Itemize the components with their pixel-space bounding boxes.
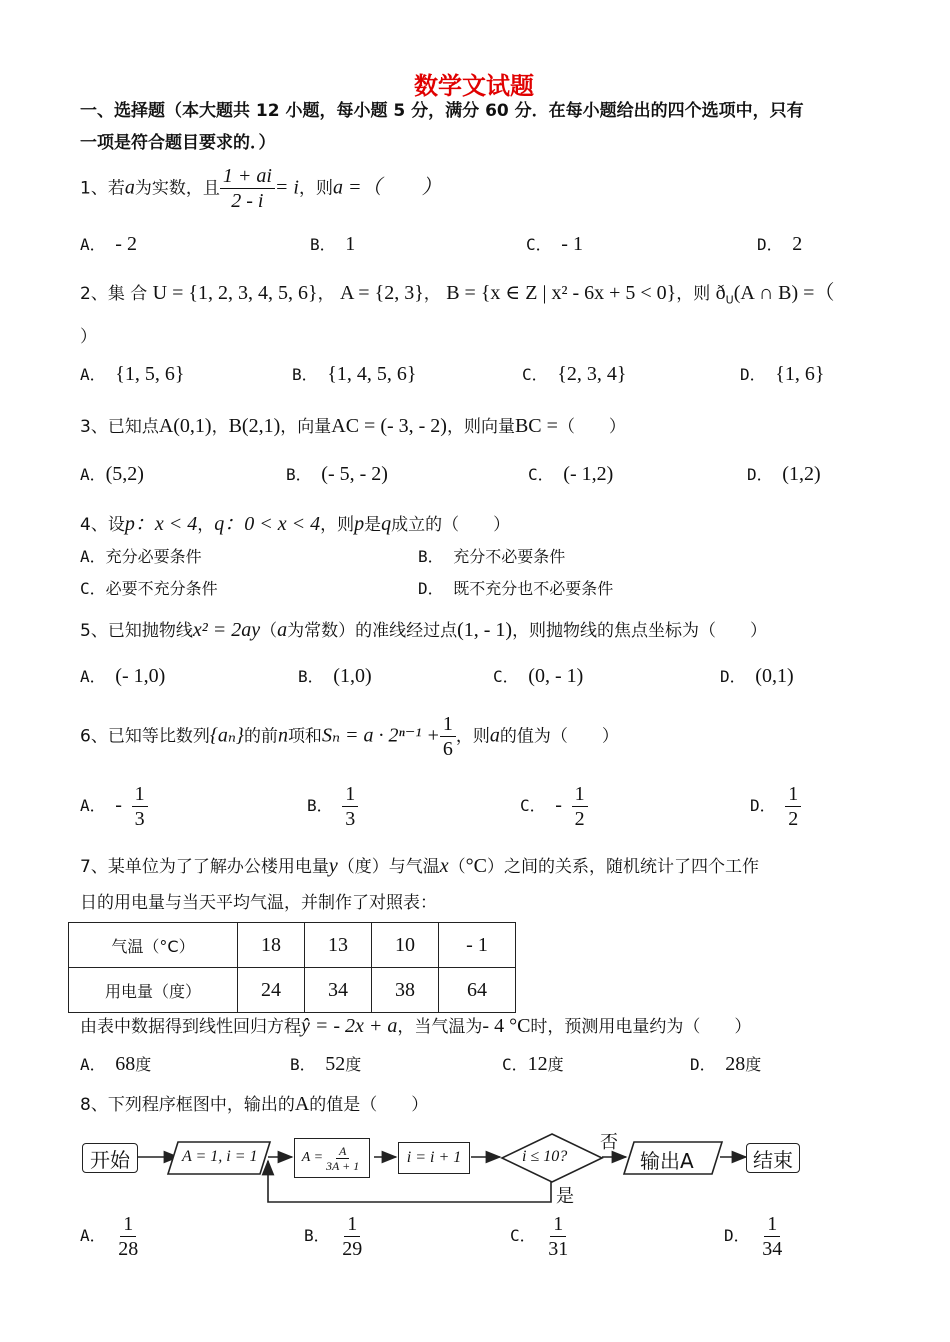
q7-option-c[interactable]: C．12度 xyxy=(502,1053,564,1075)
table-cell: 气温（°C） xyxy=(69,923,238,968)
q4-prop-q: q：0 < x < 4 xyxy=(214,513,321,535)
flow-increment: i = i + 1 xyxy=(398,1142,470,1174)
flow-assign: A = $\frac{A}{3A + 1}$ xyxy=(294,1138,370,1178)
q6-sequence: {aₙ} xyxy=(209,724,244,747)
q3-option-a[interactable]: A．(5,2) xyxy=(80,463,144,485)
table-cell: 24 xyxy=(238,968,305,1013)
q4-var-q: q xyxy=(381,513,392,535)
q1-fraction xyxy=(220,164,275,213)
table-cell: 34 xyxy=(305,968,372,1013)
q2-complement: ð xyxy=(715,282,726,304)
q6-option-d[interactable]: D． $\frac{1}{2}$ xyxy=(750,782,801,831)
flow-init: A = 1, i = 1 xyxy=(182,1148,258,1165)
q4-text: 4、设 xyxy=(80,515,125,535)
flow-condition: i ≤ 10? xyxy=(522,1148,568,1165)
q2-text: 2、集 合 xyxy=(80,284,148,304)
q2-expr: (A ∩ B) =（ xyxy=(733,282,835,304)
q5-equation: x² = 2ay xyxy=(192,619,261,641)
table-cell: 用电量（度） xyxy=(69,968,238,1013)
q6-text: 的前 xyxy=(243,726,278,747)
q6-text: 项和 xyxy=(287,726,322,747)
q4-prop-p: p：x < 4 xyxy=(124,513,198,535)
q1-option-a[interactable]: A． - 2 xyxy=(80,233,137,255)
q2-text: ，则 xyxy=(676,284,711,304)
q8-option-c[interactable]: C． $\frac{1}{31}$ xyxy=(510,1213,569,1260)
q5-option-c[interactable]: C． (0, - 1) xyxy=(493,665,584,687)
q1-frac-den: 2 - i xyxy=(231,190,264,212)
q2-sep: ， xyxy=(423,284,441,304)
table-cell: 13 xyxy=(305,923,372,968)
q3-paren: （ ） xyxy=(557,417,626,437)
q1-text: ，则 xyxy=(298,178,333,199)
flow-no-label: 否 xyxy=(600,1132,618,1153)
question-7-line2: 日的用电量与当天平均气温，并制作了对照表： xyxy=(80,893,437,913)
q2-set-u: U = {1, 2, 3, 4, 5, 6} xyxy=(152,282,318,304)
q2-sep: ， xyxy=(317,284,335,304)
q7-option-d[interactable]: D． 28度 xyxy=(690,1053,762,1075)
q4-text: ，则 xyxy=(320,515,355,535)
q3-point-a: A(0,1) xyxy=(158,415,212,437)
question-7: 7、某单位为了了解办公楼用电量y（度）与气温x（°C）之间的关系，随机统计了四个工作 xyxy=(80,855,759,877)
q5-var-a: a xyxy=(277,619,288,641)
q1-eq: = i xyxy=(274,176,299,199)
q6-sum-formula: Sₙ = a · 2ⁿ⁻¹ + xyxy=(321,724,440,747)
q2-option-b[interactable]: B． {1, 4, 5, 6} xyxy=(292,363,417,385)
q1-option-d[interactable]: D． 2 xyxy=(757,233,803,255)
q6-fraction: $\frac{1}{6}$ xyxy=(440,712,456,761)
q6-text: 的值为（ ） xyxy=(499,726,619,747)
q2-option-a[interactable]: A． {1, 5, 6} xyxy=(80,363,185,385)
q1-text: 1、若 xyxy=(80,178,125,199)
q3-vector-ac: AC = (- 3, - 2) xyxy=(331,415,447,437)
q4-text: 是 xyxy=(364,515,382,535)
q3-point-b: B(2,1) xyxy=(228,415,281,437)
q3-option-b[interactable]: B． (- 5, - 2) xyxy=(286,463,388,485)
q3-text: ，向量 xyxy=(280,417,332,437)
flow-end: 结束 xyxy=(746,1143,800,1173)
question-6 xyxy=(80,712,619,761)
q4-text: 成立的（ ） xyxy=(391,515,511,535)
q1-frac-num: 1 + ai xyxy=(220,164,275,189)
flow-start: 开始 xyxy=(82,1143,138,1173)
q2-set-b: B = {x ∈ Z | x² - 6x + 5 < 0} xyxy=(446,282,677,304)
table-cell: 10 xyxy=(372,923,439,968)
page-title: 数学文试题 xyxy=(414,72,534,100)
section-header-line2: 一项是符合题目要求的．） xyxy=(80,133,276,153)
question-1 xyxy=(80,164,441,213)
q3-text: ，则向量 xyxy=(446,417,515,437)
table-row xyxy=(69,923,516,968)
table-cell: - 1 xyxy=(439,923,516,968)
q4-sep: ， xyxy=(197,515,215,535)
q6-option-b[interactable]: B． $\frac{1}{3}$ xyxy=(307,782,358,831)
q4-option-d[interactable]: D． 既不充分也不必要条件 xyxy=(418,579,614,598)
q1-option-b[interactable]: B． 1 xyxy=(310,233,356,255)
q6-var-n: n xyxy=(277,724,288,747)
q4-option-a[interactable]: A．充分必要条件 xyxy=(80,547,202,566)
q5-option-b[interactable]: B． (1,0) xyxy=(298,665,372,687)
q3-sep: ， xyxy=(211,417,229,437)
question-5 xyxy=(80,616,767,642)
table-row xyxy=(69,968,516,1013)
q2-paren-close: ） xyxy=(80,327,97,347)
q3-option-d[interactable]: D． (1,2) xyxy=(747,463,821,485)
table-cell: 38 xyxy=(372,968,439,1013)
q2-option-c[interactable]: C． {2, 3, 4} xyxy=(522,363,627,385)
q8-option-b[interactable]: B． $\frac{1}{29}$ xyxy=(304,1213,363,1260)
q7-option-a[interactable]: A． 68度 xyxy=(80,1053,152,1075)
q3-option-c[interactable]: C． (- 1,2) xyxy=(528,463,614,485)
question-2 xyxy=(80,276,834,306)
q5-text: 5、已知抛物线 xyxy=(80,621,193,641)
q2-set-a: A = {2, 3} xyxy=(339,282,424,304)
question-7-followup: 由表中数据得到线性回归方程ŷ = - 2x + a，当气温为- 4 °C时，预测用电量约为（ ） xyxy=(80,1015,752,1037)
q7-option-b[interactable]: B． 52度 xyxy=(290,1053,362,1075)
q5-option-a[interactable]: A． (- 1,0) xyxy=(80,665,166,687)
q3-vector-bc: BC = xyxy=(514,415,558,437)
q6-text: 6、已知等比数列 xyxy=(80,726,210,747)
data-table xyxy=(68,922,516,1013)
q4-option-c[interactable]: C．必要不充分条件 xyxy=(80,579,218,598)
question-4 xyxy=(80,507,510,536)
q3-text: 3、已知点 xyxy=(80,417,159,437)
q4-var-p: p xyxy=(354,513,365,535)
q8-option-d[interactable]: D． $\frac{1}{34}$ xyxy=(724,1213,783,1260)
q5-text: （ xyxy=(260,621,278,641)
q1-ask: a =（ ） xyxy=(332,176,442,199)
section-header-line1: 一、选择题（本大题共 12 小题，每小题 5 分，满分 60 分．在每小题给出的四个选项中，只有 xyxy=(80,101,804,121)
q6-var-a: a xyxy=(489,724,500,747)
q4-option-b[interactable]: B． 充分不必要条件 xyxy=(418,547,566,566)
q5-option-d[interactable]: D． (0,1) xyxy=(720,665,794,687)
q1-option-c[interactable]: C． - 1 xyxy=(526,233,583,255)
flow-output: 输出A xyxy=(640,1149,694,1173)
q2-complement-sub: U xyxy=(725,293,734,307)
flow-yes-label: 是 xyxy=(556,1186,574,1207)
q5-point: (1, - 1) xyxy=(457,619,513,641)
q1-var: a xyxy=(124,176,135,199)
q6-option-a[interactable]: A． - $\frac{1}{3}$ xyxy=(80,782,148,831)
q1-text: 为实数，且 xyxy=(134,178,220,199)
q2-option-d[interactable]: D． {1, 6} xyxy=(740,363,825,385)
q5-text: 为常数）的准线经过点 xyxy=(287,621,458,641)
question-3 xyxy=(80,412,626,438)
q6-text: ，则 xyxy=(455,726,490,747)
table-cell: 18 xyxy=(238,923,305,968)
table-cell: 64 xyxy=(439,968,516,1013)
q8-option-a[interactable]: A． $\frac{1}{28}$ xyxy=(80,1213,139,1260)
q6-option-c[interactable]: C． - $\frac{1}{2}$ xyxy=(520,782,588,831)
q5-text: ，则抛物线的焦点坐标为（ ） xyxy=(512,621,768,641)
question-8: 8、下列程序框图中，输出的A的值是（ ） xyxy=(80,1093,429,1115)
